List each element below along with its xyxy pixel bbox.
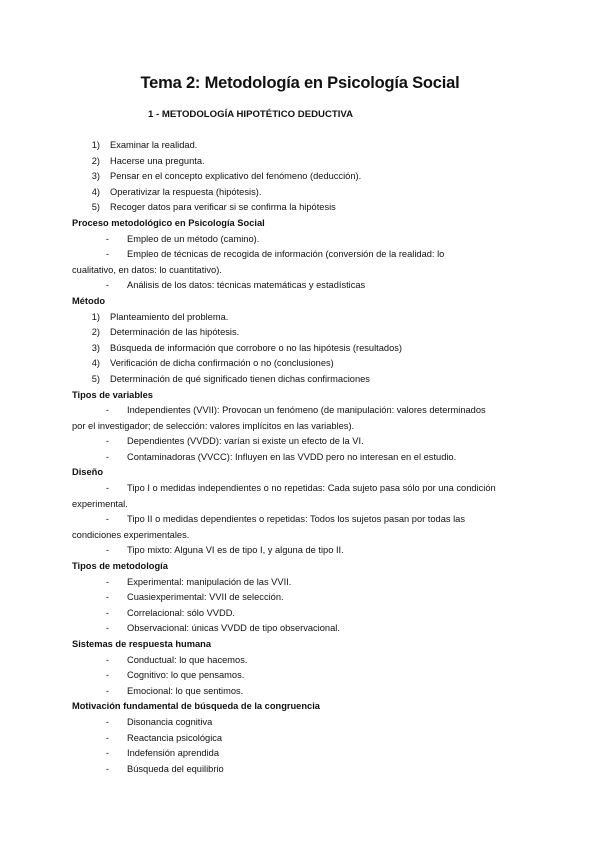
list-item [72,746,528,762]
list-item-text: Correlacional: sólo VVDD. [127,607,235,618]
list-number: 3) [91,342,100,353]
list-item-text: Cuasiexperimental: VVII de selección. [127,592,284,603]
list-item [72,278,528,294]
list-item [72,356,528,372]
list-item-text: Análisis de los datos: técnicas matemáticas y estadísticas [127,280,366,291]
list-number: 3) [91,171,100,182]
list-item-text: Tipo I o medidas independientes o no repetidas: Cada sujeto pasa sólo por una condición [127,483,496,494]
list-item-text: Planteamiento del problema. [110,311,229,322]
list-number: 4) [91,358,100,369]
list-item-text: Experimental: manipulación de las VVII. [127,576,292,587]
bullet-dash: - [105,451,109,462]
list-item-text: Determinación de las hipótesis. [110,327,240,338]
bullet-dash: - [105,233,109,244]
list-item-text: Tipo II o medidas dependientes o repetidas: Todos los sujetos pasan por todas las [127,514,466,525]
metodologia-list [72,575,528,637]
list-number: 5) [91,373,100,384]
bullet-dash: - [105,763,109,774]
list-item [72,668,528,684]
list-number: 1) [91,140,100,150]
list-item-text: Emocional: lo que sentimos. [127,685,244,696]
list-item-text: Tipo mixto: Alguna VI es de tipo I, y alguna de tipo II. [127,545,344,556]
list-item [72,372,528,388]
list-item [72,621,528,637]
list-number: 2) [91,155,100,166]
section-subtitle: 1 - METODOLOGÍA HIPOTÉTICO DEDUCTIVA [148,109,354,120]
list-item-text: Determinación de qué significado tienen dichas confirmaciones [110,373,370,384]
page-title: Tema 2: Metodología en Psicología Social [140,74,460,92]
list-item-continuation: condiciones experimentales. [72,529,190,540]
list-item-text: Búsqueda de información que corrobore o no las hipótesis (resultados) [110,342,402,353]
list-item-text: Cognitivo: lo que pensamos. [127,670,245,681]
list-item [72,154,528,170]
bullet-dash: - [105,545,109,556]
diseno-list [72,481,528,559]
list-item [72,762,528,778]
bullet-dash: - [105,685,109,696]
bullet-dash: - [105,623,109,634]
list-item [72,138,528,154]
list-item-continuation: por el investigador; de selección: valores implícitos en las variables). [72,420,355,431]
list-item [72,434,528,450]
section-heading-metodologia: Tipos de metodología [72,561,168,572]
bullet-dash: - [105,436,109,447]
bullet-dash: - [105,483,109,494]
list-item [72,653,528,669]
list-item [72,341,528,357]
list-item-text: Pensar en el concepto explicativo del fenómeno (deducción). [110,171,362,182]
list-item-text: Observacional: únicas VVDD de tipo observacional. [127,623,340,634]
motivacion-list [72,715,528,777]
list-item [72,590,528,606]
list-item [72,543,528,559]
bullet-dash: - [105,514,109,525]
bullet-dash: - [105,732,109,743]
list-item-text: Independientes (VVII): Provocan un fenómeno (de manipulación: valores determinados [127,405,486,416]
list-item-text: Disonancia cognitiva [127,716,213,727]
list-item-text: Dependientes (VVDD): varían si existe un efecto de la VI. [127,436,364,447]
list-item-text: Verificación de dicha confirmación o no (conclusiones) [110,358,334,369]
bullet-dash: - [105,748,109,759]
list-number: 2) [91,327,100,338]
list-item [72,200,528,216]
list-item [72,325,528,341]
list-item-text: Reactancia psicológica [127,732,223,743]
list-item-text: Empleo de un método (camino). [127,233,260,244]
list-item-text: Empleo de técnicas de recogida de información (conversión de la realidad: lo [127,249,445,260]
bullet-dash: - [105,592,109,603]
list-item-continuation: cualitativo, en datos: lo cuantitativo). [72,264,222,275]
list-item [72,481,528,497]
list-item [72,606,528,622]
bullet-dash: - [105,670,109,681]
list-item [72,731,528,747]
list-item-text: Hacerse una pregunta. [110,155,205,166]
section-heading-proceso: Proceso metodológico en Psicología Social [72,217,265,228]
list-item [72,403,528,419]
list-number: 5) [91,202,100,213]
list-item [72,684,528,700]
list-item-continuation: experimental. [72,498,128,509]
list-item [72,512,528,528]
list-item-text: Operativizar la respuesta (hipótesis). [110,186,262,197]
document-body [72,138,528,777]
bullet-dash: - [105,280,109,291]
section-heading-diseno: Diseño [72,467,103,478]
proceso-list [72,232,528,294]
bullet-dash: - [105,607,109,618]
list-item-text: Examinar la realidad. [110,140,198,150]
list-item-text: Contaminadoras (VVCC): Influyen en las VVDD pero no interesan en el estudio. [127,451,457,462]
bullet-dash: - [105,716,109,727]
list-item [72,232,528,248]
list-item [72,247,528,263]
bullet-dash: - [105,405,109,416]
bullet-dash: - [105,576,109,587]
list-item [72,169,528,185]
list-item [72,575,528,591]
list-item-text: Conductual: lo que hacemos. [127,654,248,665]
list-item-text: Indefensión aprendida [127,748,220,759]
list-number: 4) [91,186,100,197]
bullet-dash: - [105,654,109,665]
list-item [72,310,528,326]
list-item-text: Búsqueda del equilibrio [127,763,224,774]
section-heading-variables: Tipos de variables [72,389,153,400]
metodo-numbered-list [72,310,528,388]
sistemas-list [72,653,528,700]
list-item [72,715,528,731]
section-heading-metodo: Método [72,295,106,306]
list-number: 1) [91,311,100,322]
list-item [72,450,528,466]
section-heading-sistemas: Sistemas de respuesta humana [72,639,211,649]
bullet-dash: - [105,249,109,260]
section-heading-motivacion: Motivación fundamental de búsqueda de la congruencia [72,701,320,712]
list-item-text: Recoger datos para verificar si se confirma la hipótesis [110,202,336,213]
intro-numbered-list [72,138,528,216]
list-item [72,185,528,201]
variables-list [72,403,528,465]
